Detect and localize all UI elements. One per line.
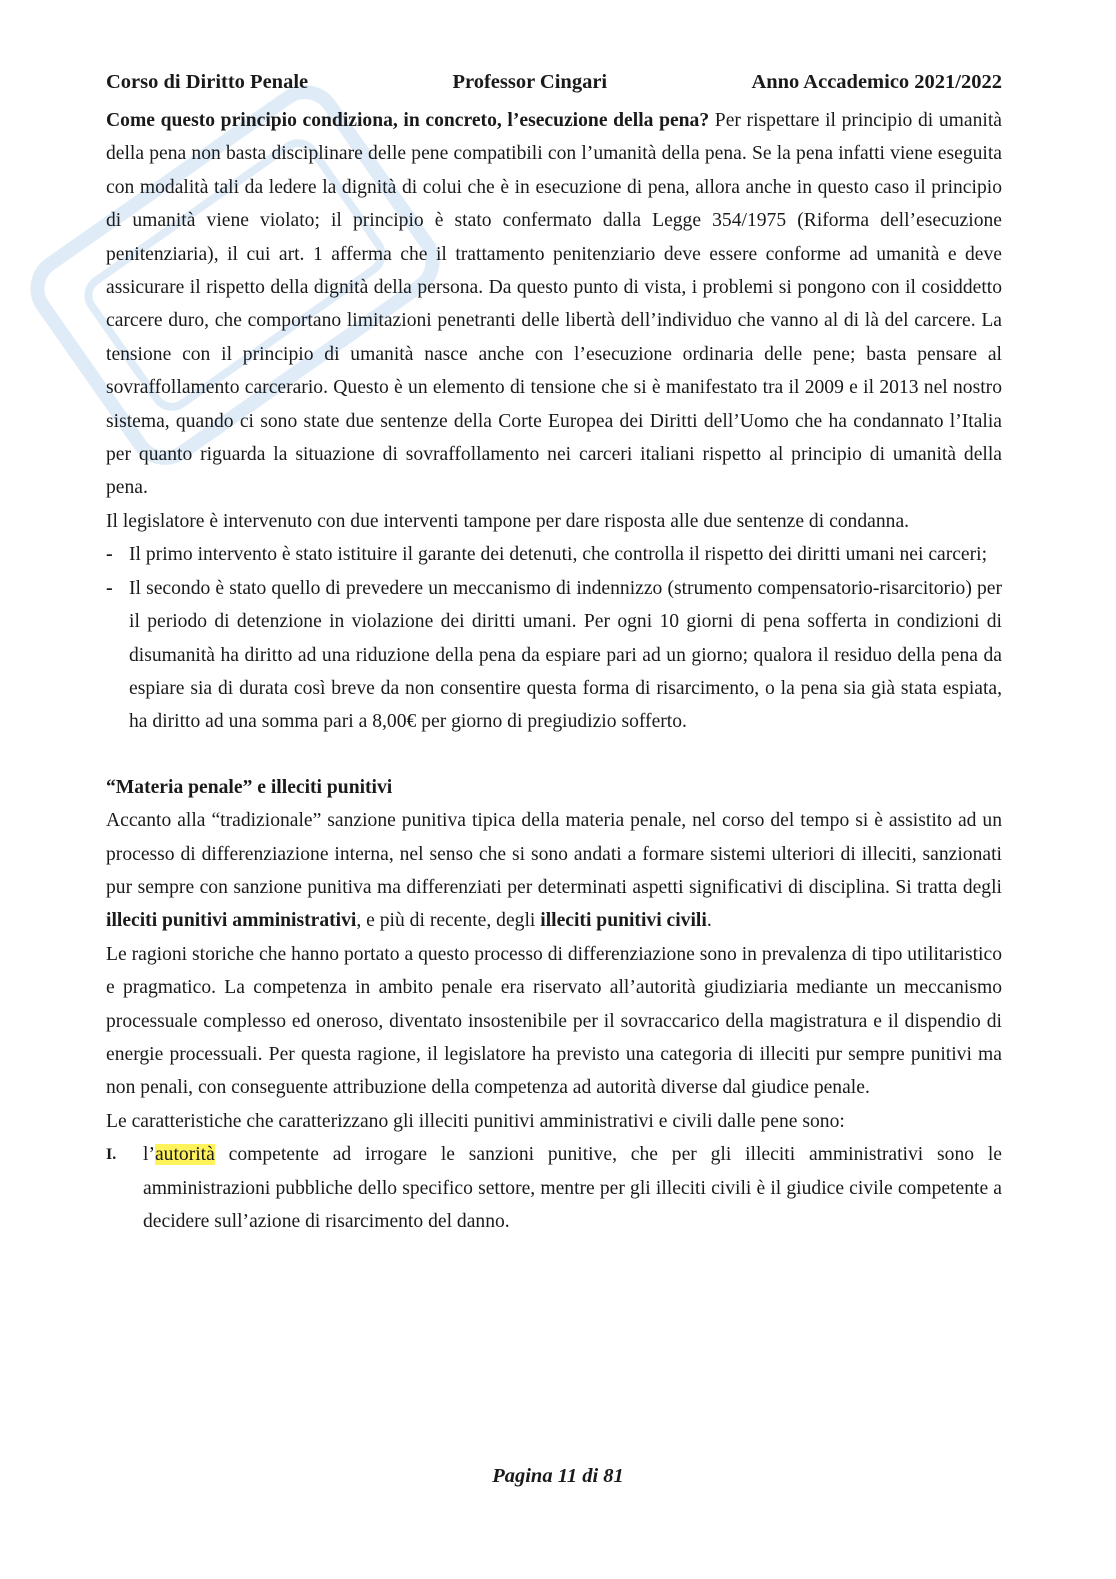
bold-term: illeciti punitivi amministrativi [106, 910, 357, 932]
paragraph-text: Accanto alla “tradizionale” sanzione punitiva tipica della materia penale, nel corso del tempo si è assistito ad un processo di differenziazione interna, nel senso che si sono andati a formare sistemi ulteriori di illeciti, sanzionati pur sempre con sanzione punitiva ma differenziati per determinati aspetti significativi di disciplina. Si tratta degli [106, 810, 1002, 898]
bold-term: illeciti punitivi civili [540, 910, 707, 932]
list-item [106, 538, 1002, 571]
dash-bullet: - [106, 543, 113, 566]
list-item-text: Il primo intervento è stato istituire il garante dei detenuti, che controlla il rispetto dei diritti umani nei carceri; [129, 544, 988, 566]
list-item-text: Il secondo è stato quello di prevedere un meccanismo di indennizzo (strumento compensatorio-risarcitorio) per il periodo di detenzione in violazione dei diritti umani. Per ogni 10 giorni di pena sofferta in condizioni di disumanità ha diritto ad una riduzione della pena da espiare pari ad un giorno; qualora il residuo della pena da espiare sia di durata così breve da non consentire questa forma di risarcimento, o la pena sia già stata espiata, ha diritto ad una somma pari a 8,00€ per giorno di pregiudizio sofferto. [129, 577, 1002, 733]
paragraph-materia-penale [106, 804, 1002, 938]
paragraph-text: Per rispettare il principio di umanità della pena non basta disciplinare delle pene compatibili con l’umanità della pena. Se la pena infatti viene eseguita con modalità tali da ledere la dignità di colui che è in esecuzione di pena, allora anche in questo caso il principio di umanità viene violato; il principio è stato confermato dalla Legge 354/1975 (Riforma dell’esecuzione penitenziaria), il cui art. 1 afferma che il trattamento penitenziario deve essere conforme ad umanità e deve assicurare il rispetto della dignità della persona. Da questo punto di vista, i problemi si pongono con il cosiddetto carcere duro, che comportano limitazioni penetranti delle libertà dell’individuo che vanno al di là del carcere. La tensione con il principio di umanità nasce anche con l’esecuzione ordinaria delle pene; basta pensare al sovraffollamento carcerario. Questo è un elemento di tensione che si è manifestato tra il 2009 e il 2013 nel nostro sistema, quando ci sono state due sentenze della Corte Europea dei Diritti dell’Uomo che ha condannato l’Italia per quanto riguarda la situazione di sovraffollamento nei carceri italiani rispetto al principio di umanità della pena. [106, 110, 1002, 499]
paragraph-text: . [706, 910, 712, 932]
roman-numeral: I. [106, 1146, 117, 1164]
page-header [106, 68, 1002, 96]
paragraph-ragioni-storiche: Le ragioni storiche che hanno portato a questo processo di differenziazione sono in prevalenza di tipo utilitaristico e pragmatico. La competenza in ambito penale era riservato all’autorità giudiziaria mediante un meccanismo processuale complesso ed oneroso, diventato insostenibile per il sovraccarico della magistratura e il dispendio di energie processuali. Per questa ragione, il legislatore ha previsto una categoria di illeciti pur sempre punitivi ma non penali, con conseguente attribuzione della competenza ad autorità diverse dal giudice penale. [106, 943, 1002, 1099]
paragraph-lead-question: Come questo principio condiziona, in concreto, l’esecuzione della pena? [106, 110, 710, 131]
paragraph-caratteristiche: Le caratteristiche che caratterizzano gli illeciti punitivi amministrativi e civili dalle pene sono: [106, 1110, 845, 1132]
paragraph-umanita [106, 104, 1002, 505]
paragraph-legislatore: Il legislatore è intervenuto con due interventi tampone per dare risposta alle due sentenze di condanna. [106, 510, 910, 532]
list-item-text: l’ [143, 1144, 155, 1166]
list-item [106, 572, 1002, 739]
page-number: Pagina 11 di 81 [492, 1465, 624, 1487]
paragraph-text: , e più di recente, degli [356, 910, 541, 932]
section-heading: “Materia penale” e illeciti punitivi [106, 776, 393, 798]
highlighted-term: autorità [154, 1144, 215, 1166]
interventions-list [106, 538, 1002, 738]
list-item-text: competente ad irrogare le sanzioni punitive, che per gli illeciti amministrativi sono le amministrazioni pubbliche dello specifico settore, mentre per gli illeciti civili è il giudice civile competente a decidere sull’azione di risarcimento del danno. [143, 1144, 1002, 1232]
header-year: Anno Accademico 2021/2022 [751, 71, 1002, 93]
list-item [106, 1138, 1002, 1238]
header-professor: Professor Cingari [452, 71, 608, 93]
dash-bullet: - [106, 576, 113, 599]
header-course: Corso di Diritto Penale [106, 71, 309, 93]
document-body [106, 104, 1002, 1238]
characteristics-list [106, 1138, 1002, 1238]
